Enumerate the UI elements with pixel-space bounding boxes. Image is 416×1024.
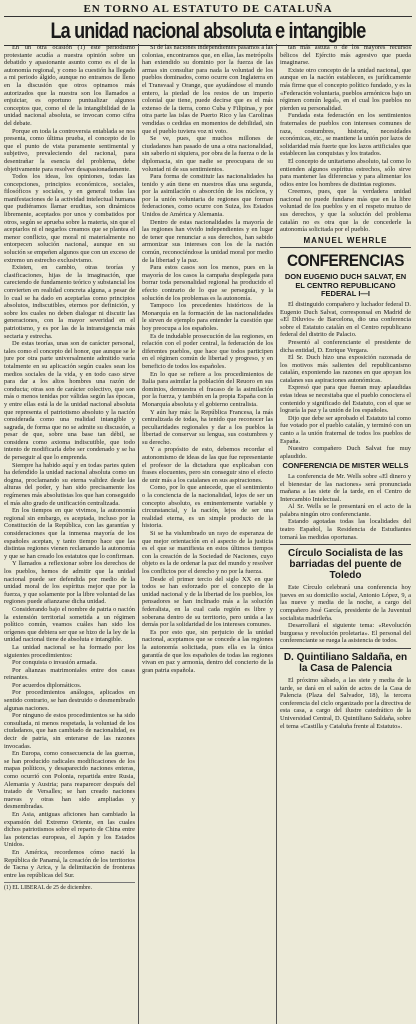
signature: MANUEL WEHRLE — [303, 235, 388, 245]
paragraph: Es de indudable prosecución de las regiones, en relación con el poder central, la federación de los diferentes pueblos, que hace que todos participen en el régimen común de libertad y progreso, y en beneficio de todos los españoles. — [142, 332, 273, 370]
paragraph: El Sr. Duch hizo una exposición razonada de los motivos más salientes del republicanismo catalán, exponiendo las razones en que apoyan los catalanes sus aspiraciones autonómicas. — [280, 354, 411, 384]
column-divider — [138, 44, 139, 1024]
columns — [4, 44, 412, 1024]
conferencias-heading: CONFERENCIAS — [286, 251, 404, 271]
paragraph: La conferencia de Mr. Wells sobre «El dinero y el bienestar de las naciones» será pronunciada mañana a las siete de la tarde, en el Centro de Intercambio Intelectual. — [280, 472, 411, 503]
paragraph: Y a propósito de esto, debemos recordar el autonomismo de ideas de las que fue representante el profesor de la dictadura que explicaban con frases elocuentes, pero sin conseguir sino el efecto de unir más a los catalanes en sus aspiraciones. — [142, 446, 273, 484]
paragraph: En Asia, antiguas aficiones han cambiado la expansión del Extremo Oriente, en las cuales dichos patriotismos sobre el reparto de China entre las potencias europeas, el Japón y los Estados Unidos. — [4, 810, 135, 849]
paragraph: Si se ha vislumbrado un rayo de esperanza de que mejor orientación en el aspecto de la justicia es el que se manifiesta en estos últimos tiempos con la creación de la Sociedad de Naciones, cuyo objeto es la de ordenar la paz del mundo y resolver los conflictos por el derecho y no por la fuerza. — [142, 530, 273, 575]
column-2-text — [142, 44, 273, 674]
paragraph: El distinguido compañero y luchador federal D. Eugenio Duch Salvat, corresponsal en Madrid de «El Diluvio» de Barcelona, dio una conferencia sobre el Estatuto catalán en el Centro republicano federal del distrito de Palacio. — [280, 300, 411, 339]
paragraph: El concepto de unitarismo absoluto, tal como lo entienden algunos espíritus estrechos, sólo sirve para mantener las diferencias y para alimentar los odios entre los hombres de distintas regiones. — [280, 157, 411, 188]
conference-1-text — [280, 301, 411, 460]
paragraph: Como, por lo que antecede, que el sentimiento o la conciencia de la nacionalidad, lejos de ser un concepto absoluto, es eminentemente variable y circunstancial, y la nación, lejos de ser una realidad eterna, es un simple producto de la historia. — [142, 484, 273, 530]
paragraph: La unidad nacional se ha formado por los siguientes procedimientos: — [4, 643, 135, 659]
paragraph: En un otra ocasión (1) este periodismo protestante acudía a nuestra opinión sobre un debatido y apasionante asunto como es el de la autonomía regional, y como la cuestión ha llegado a mi periodo álgido, aunque no entramos de lleno en la discusión que otros opinamos más autorizados que la nuestra son los llamados a enjuiciar, es oportuno puntualizar algunos conceptos que, como el de la intangibilidad de la unidad nacional absoluta, se invocan como cifra del debate. — [4, 44, 135, 127]
divider — [280, 648, 411, 649]
paragraph: Existe otro concepto de la unidad nacional, que aunque en la nación establecen, es jurídicamente más firme que el concepto político fundado, y es la «Federación voluntaria, pueblos armónicos bajo un régimen común legal», en el cual los pueblos no pierden su personalidad. — [280, 66, 411, 112]
divider — [280, 247, 411, 248]
column-1-text — [4, 44, 135, 879]
paragraph: Y aún hay más: la República Francesa, la más centralizada de todas, ha tenido que reconocer las peculiaridades regionales y dar a los pueblos la libertad de conservar su lengua, sus costumbres y su derecho. — [142, 408, 273, 446]
column-3 — [280, 44, 411, 1024]
paragraph: Por alianzas matrimoniales entre dos casas reinantes. — [4, 666, 135, 682]
paragraph: En Europa, como consecuencia de las guerras, se han producido radicales modificaciones de los mapas políticos, y desaparecido naciones enteras, como ocurrió con Polonia, repartida entre Rusia, Alemania y Austria; para reaparecer después del tratado de Versalles; se han creado naciones nuevas y otras han sido ampliadas y desmembradas. — [4, 750, 135, 811]
paragraph: Si de las naciones independientes pasamos a las colonias, encontramos que, en ellas, las metrópolis han extendido su dominio por la fuerza de las armas sin consultar para nada la voluntad de los pueblos dominados, como ocurre con Inglaterra en el Transvaal y Orange, que ayudándose el mundo entero, la piedad de los restos de un imperio colonial que tiene, puede decirse que es el más extenso de la tierra, como Cuba y Filipinas, y por otra parte las islas de Puerto Rico y las Carolinas vendidas o cedidas en momentos de debilidad, sin que el pueblo tuviera voz ni voto. — [142, 44, 273, 135]
paragraph: Por procedimientos análogos, aplicados en sentido contrario, se han destruido o desmembrado algunas naciones. — [4, 689, 135, 712]
paragraph: Fundada esta federación en los sentimientos fraternales de pueblos con intereses comunes de raza, costumbres, historia, necesidades económicas, etc., se mantiene la unión por lazos de solidaridad más fuerte que los lazos artificiales que establecen las conquistas y los tratados. — [280, 112, 411, 158]
column-2 — [142, 44, 273, 1024]
paragraph: Desarrollará el siguiente tema: «Revolución burguesa y revolución proletaria». El personal del conferenciante se ruega la asistencia de todos. — [280, 622, 411, 645]
paragraph: tan más astuta o de los mayores recursos bélicos del Ejército más agresivo que pueda imaginarse. — [280, 44, 411, 67]
paragraph: Es por esto que, sin perjuicio de la unidad nacional, aceptamos que se concede a las regiones la autonomía solicitada, pues ella es la única garantía de que los españoles de todas las regiones vivan en paz y armonía, dentro del concierto de la gran patria española. — [142, 628, 273, 674]
paragraph: Presentó al conferenciante el presidente de dicha entidad, D. Enrique Vergara. — [280, 338, 411, 354]
paragraph: En lo que se refiere a los procedimientos de Italia para asimilar la población del Reuoro en sus dominios, demuestra el fracaso de la asimilación por la fuerza, y también en la propia España con la Monarquía absoluta y el gobierno centralista. — [142, 370, 273, 408]
conference-2-heading: CONFERENCIA DE MISTER WELLS — [282, 461, 409, 471]
paragraph: Y llamados a reflexionar sobre los derechos de los pueblos, hemos de admitir que la unidad nacional puede ser defendida por medio de la unidad moral de los espíritus mejor que por la fuerza, y que solamente por la libre voluntad de las regiones puede afianzarse dicha unidad. — [4, 560, 135, 606]
paragraph: De estas teorías, unas son de carácter personal, tales como el concepto del honor, que aunque se le jure por otra parte universalmente admitido varía totalmente en su aplicación según cuales sean los medios sociales de la vida, y en todo caso sirve para dar a los altos hombres una razón de conducta; otras son de carácter colectivo, que son más o menos tenidas por válidas según las épocas, y entre ellas está la de la unidad nacional absoluta que representa el patriotismo absoluto y la nación considerada como una realidad intangible y sagrada, de forma que no se admite su discusión, a pesar de que, sobre una base tan débil, se considera como axioma indiscutible, que todo intento de modificarla debe ser condenado y se ha de perseguir al que lo emprenda. — [4, 340, 135, 462]
paragraph: Nuestro compañero Duch Salvat fue muy aplaudido. — [280, 445, 411, 460]
paragraph: Desde el primer tercio del siglo XX en que todos se han esforzado por el concepto de la unidad nacional y de la libertad de los pueblos, los pensadores se han inclinado más a la solución federalista, en la cual cada región es libre y soberana dentro de su territorio, pero unida a las demás por la solidaridad de los intereses comunes. — [142, 575, 273, 629]
paragraph: Para forma de constituir las nacionalidades ha tenido y aún tiene en nuestros días una segunda, por la asimilación o absorción de los núcleos, y por la unión voluntaria de regiones que forman federaciones, como ocurre con Suiza, los Estados Unidos de América y Alemania. — [142, 173, 273, 219]
paragraph: Tampoco los precedentes históricos de la Monarquía en la formación de las nacionalidades le sirven de ejemplo para entender la cuestión que hoy preocupa a los españoles. — [142, 302, 273, 332]
paragraph: Al Sr. Wells se le presentará en el acto de la palabra ningún otro conferenciante. — [280, 503, 411, 518]
article-header — [0, 3, 416, 47]
divider — [280, 544, 411, 545]
paragraph: Expresó que para que fueran muy aplaudidas estas ideas se necesitaba que el pueblo conociera el contenido y significado del Estatuto, con el que se lograría la paz y la unión de los españoles. — [280, 384, 411, 415]
paragraph: Por acuerdos diplomáticos. — [12, 681, 82, 689]
paragraph: Porque en toda la controversia entablada se nos presenta, como última prueba, el concepto de lo que el punto de vista puramente sentimental y subjetivo, prevaleciendo del racional, para desentrañar la esencia del problema, debe objetivamente para resolver desapasionadamente. — [4, 127, 135, 173]
paragraph: Dijo que debe ser aprobado el Estatuto tal como fue votado por el pueblo catalán, y terminó con un canto a la unión fraternal de todos los pueblos de España. — [280, 414, 411, 445]
paragraph: El próximo sábado, a las siete y media de la tarde, se dará en el salón de actos de la Casa de Palencia (Plaza del Salvador, 18), la tercera conferencia del ciclo organizado por la directiva de esta casa, a cargo del ilustre catedrático de la Universidad Central, D. Quintiliano Saldaña, sobre el tema «Castilla y Cataluña frente al Estatuto». — [280, 677, 411, 730]
paragraph: Este Círculo celebrará una conferencia hoy jueves en su domicilio social, Antonio López, 9, a las nueve y media de la noche, a cargo del compañero José García, presidente de la Juventud socialista madrileña. — [280, 584, 411, 622]
column-3-article-end — [280, 44, 411, 234]
paragraph: Por conquista o invasión armada. — [12, 659, 98, 667]
header-rule — [4, 16, 412, 17]
circulo-heading: Círculo Socialista de las barriadas del puente de Toledo — [287, 548, 404, 582]
conference-2-text — [280, 473, 411, 541]
circulo-text — [280, 584, 411, 645]
paragraph: Se ve, pues, que muchos millones de ciudadanos han pasado de una a otra nacionalidad, sin saberlo ni siquiera, por obra de la fuerza o de la diplomacia, sin que nadie se preocupara de su voluntad ni de sus sentimientos. — [142, 135, 273, 173]
paragraph: En los tiempos en que vivimos, la autonomía regional sin embargo, es aceptada, incluso por la Constitución de la República, con las garantías y consideraciones que la inmensa mayoría de los españoles aceptan, y tanto tiempo hace que las distintas regiones vienen reclamando la autonomía y que se han creado los estatutos que lo confirman. — [4, 507, 135, 560]
paragraph: Considerando bajo el nombre de patria o nación la extensión territorial sometida a un régimen político común, veamos cuáles han sido los orígenes que debiera ser que se hizo de la ley de la unidad nacional tiene de absoluta e intangible. — [4, 605, 135, 644]
column-1 — [4, 44, 135, 1024]
paragraph: Por ninguno de estos procedimientos se ha sido consultada, ni menos respetada, la voluntad de los ciudadanos, que han cambiado de nacionalidad, es decir de patria, sin enterarse de las razones invocadas. — [4, 712, 135, 750]
paragraph: En América, recordemos cómo nació la República de Panamá, la creación de los territorios de Tacna y Arica, y la delimitación de fronteras entre las repúblicas del Sur. — [4, 848, 135, 879]
paragraph: Creemos, pues, que la verdadera unidad nacional no puede fundarse más que en la libre voluntad de los pueblos y en el respeto mutuo de sus derechos, y que la solución del problema catalán no es otra que la de concederle la autonomía solicitada por el pueblo. — [280, 188, 411, 234]
saldana-heading: D. Quintiliano Saldaña, en la Casa de Palencia — [283, 652, 408, 674]
paragraph: Dentro de estas nacionalidades la mayoría de las regiones han vivido independientes y en lugar de tener que renunciar a sus derechos, han sabido armonizar sus intereses con los de la nación común, reconociéndose la unidad moral por medio de la libertad y la paz. — [142, 218, 273, 264]
paragraph: Estando agotadas todas las localidades del teatro Español, la Residencia de Estudiantes tomará las medidas oportunas. — [280, 518, 411, 541]
footnote: (1) EL LIBERAL de 25 de diciembre. — [4, 882, 135, 892]
conference-1-heading: DON EUGENIO DUCH SALVAT, EN EL CENTRO REPUBLICANO FEDERAL I—I — [284, 272, 407, 299]
headline: La unidad nacional absoluta e intangible — [50, 18, 366, 43]
paragraph: Siempre ha habido aquí y en todas partes quien ha defendido la unidad nacional absoluta como un dogma, proclamando su eterna validez desde las alturas del poder, y han sido precisamente los regímenes más absolutistas los que han conseguido el más alto grado de unificación centralizada. — [4, 461, 135, 507]
column-divider — [276, 44, 277, 1024]
paragraph: Existen, en cambio, otras teorías y clasificaciones, hijas de la imaginación, que careciendo de fundamento teórico y substancial los convierten en realidad concreta alguna, a pesar de lo cual se ha dado en aceptarlas como principios absolutos, indiscutibles, eternos por definición, y sobre los cuales no deben dialogar ni discutir las generaciones, con la mayor severidad en el patriotismo, y es por las de la intransigencia más sectaria y estrecha. — [4, 264, 135, 340]
paragraph: Todos los ideas, los opiniones, todas las concepciones, principios económicos, sociales, filosóficos y sociales, y en general todas las manifestaciones de la actividad intelectual humana que pudiéramos llamar eruditas, son dinámicos libremente, aceptados por unos y combatidos por otros, según se aprueba sobre la materia, sin que el aceptarlos ni el negarlos creamos que se plantea el menor conflicto, que moral ni materialmente no entorpecen solución nacional, aunque en su solución se empeñen algunos que con un exceso de extremo un estrecho exclusivismo. — [4, 173, 135, 264]
kicker: EN TORNO AL ESTATUTO DE CATALUÑA — [83, 3, 333, 15]
paragraph: Para estos casos son los menos, pues en la mayoría de los casos la campaña desplegada para borrar toda personalidad regional ha producido el efecto contrario de lo que se perseguía, y la solución de los problemas es la autonomía. — [142, 264, 273, 302]
saldana-text — [280, 677, 411, 730]
